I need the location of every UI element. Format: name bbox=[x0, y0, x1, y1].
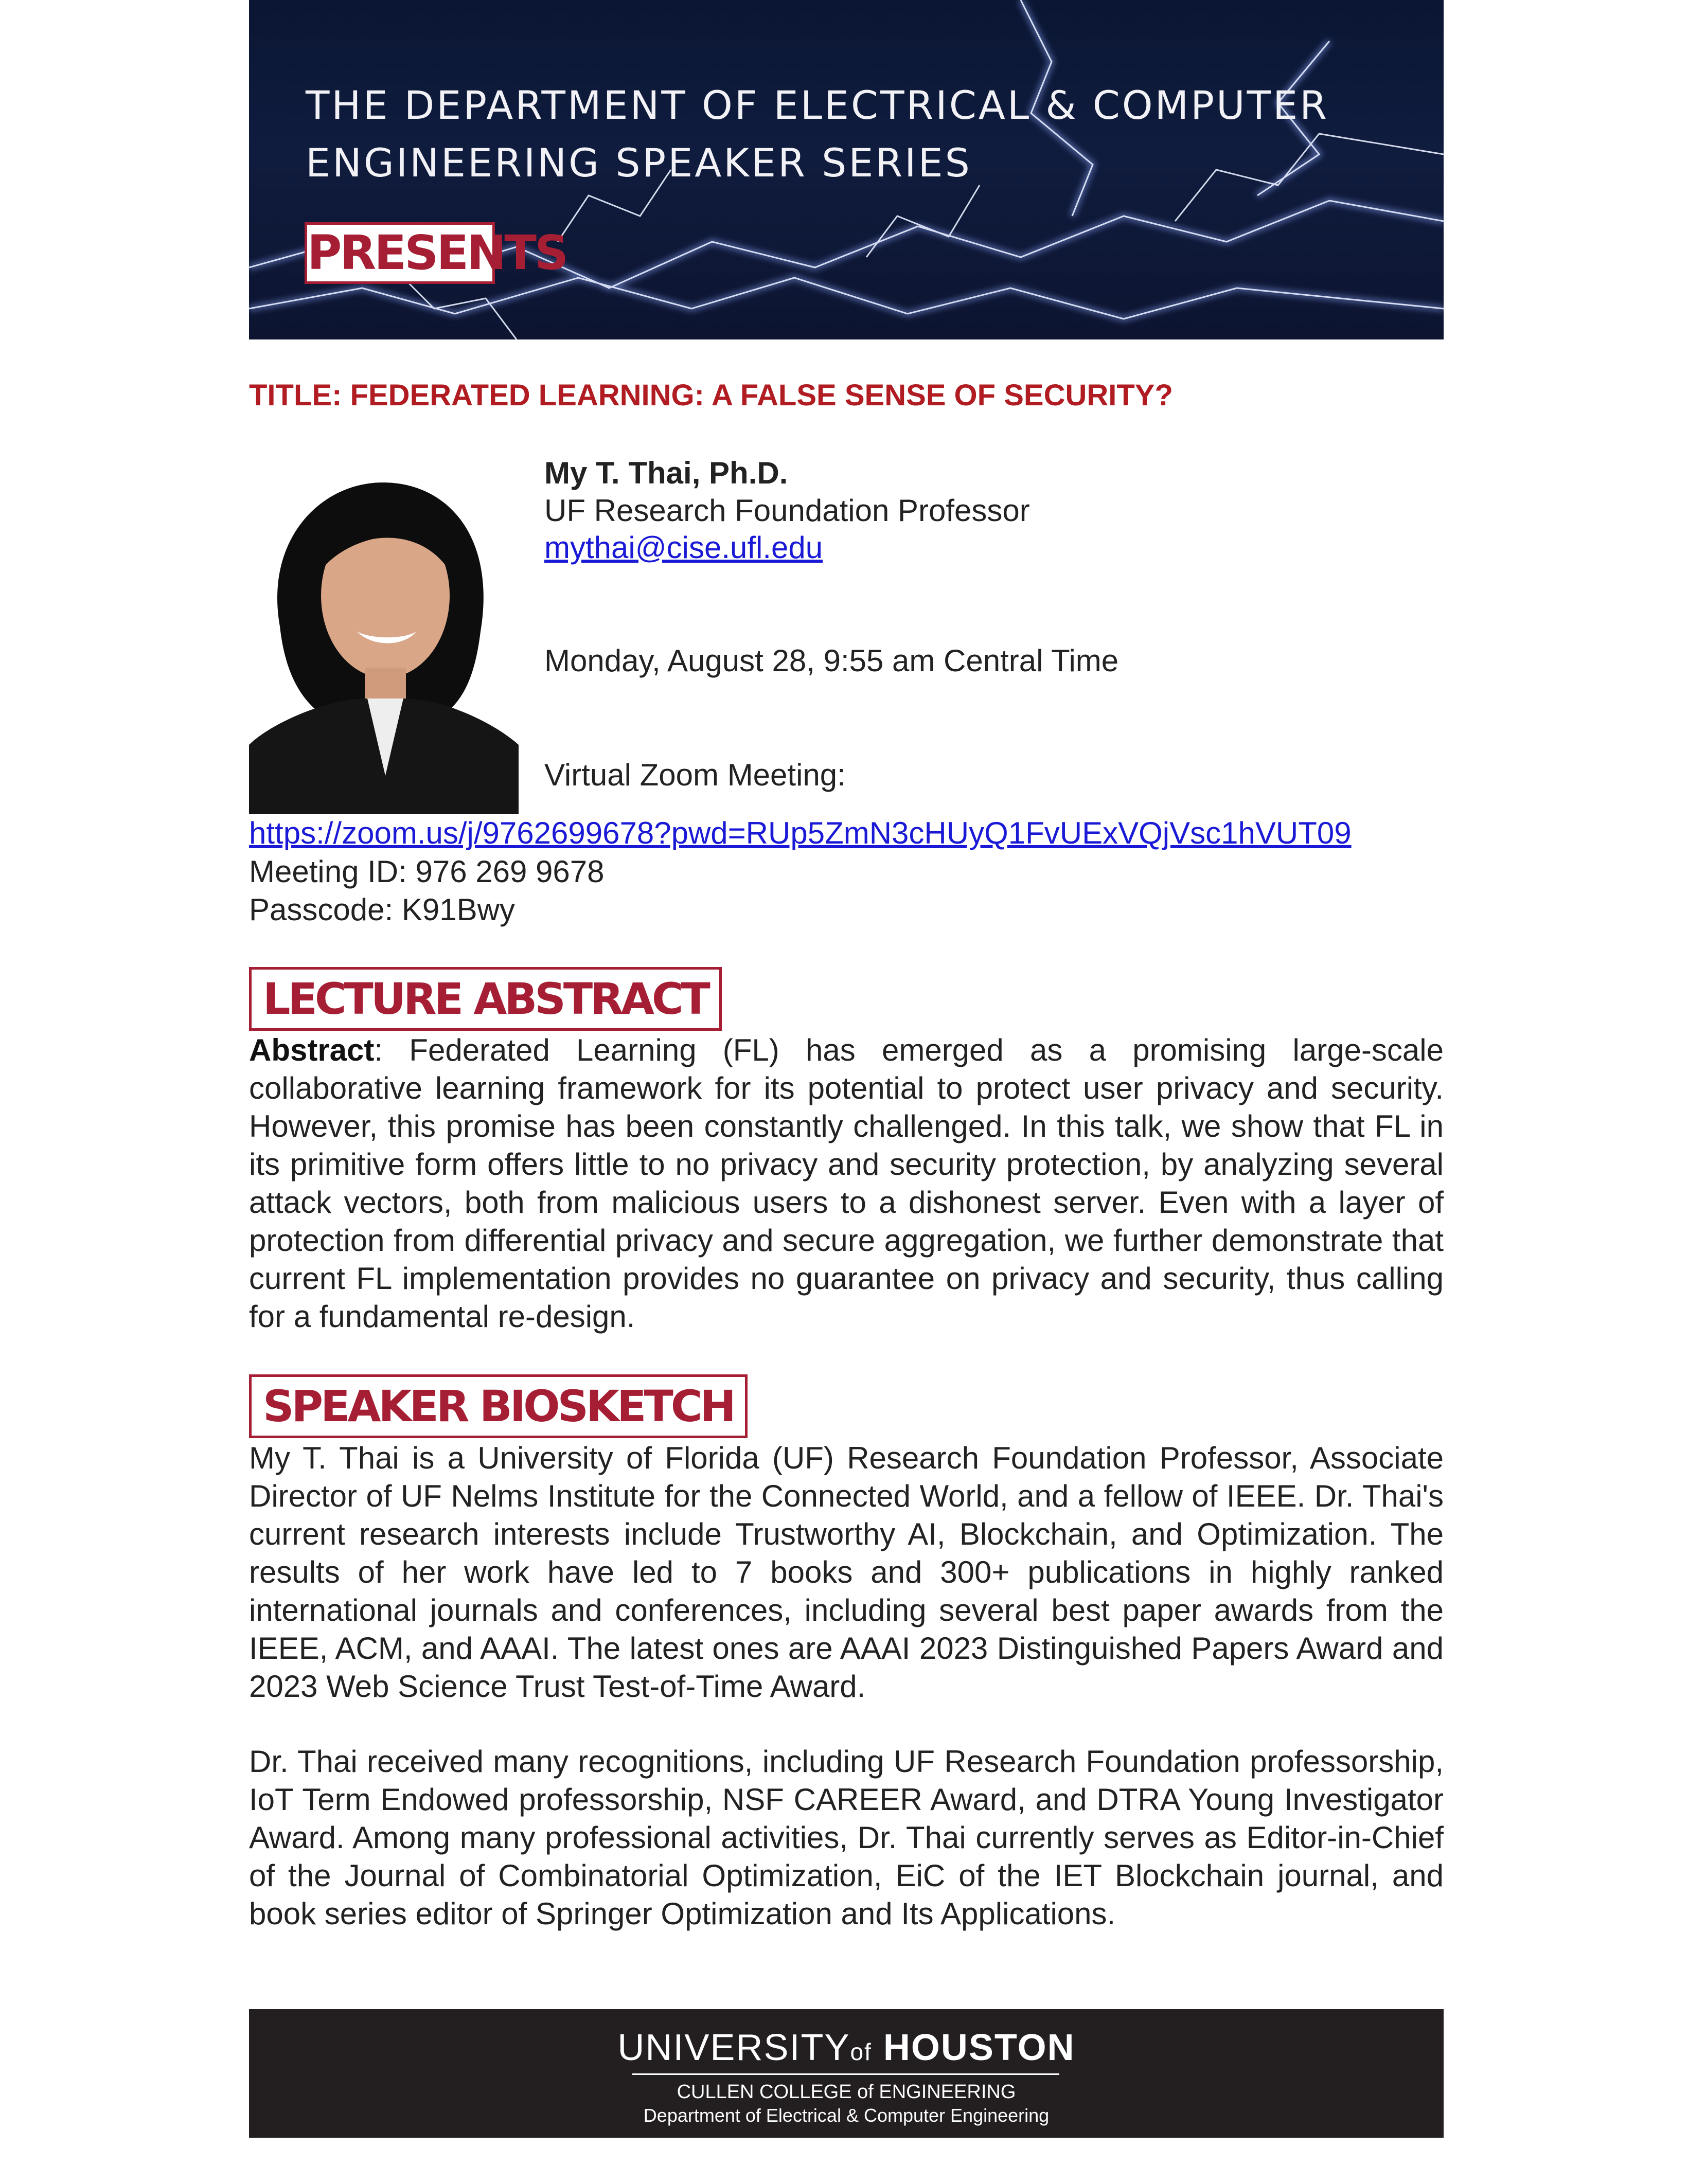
speaker-email-link[interactable]: mythai@cise.ufl.edu bbox=[544, 530, 823, 565]
biosketch-paragraph-1: My T. Thai is a University of Florida (UF) Research Foundation Professor, Associate Director of UF Nelms Institute for the Connected World, and a fellow of IEEE. Dr. Thai's current research interests include Trustworthy AI, Blockchain, and Optimization. The results of her work have led to 7 books and 300+ publications in highly ranked international journals and conferences, including several best paper awards from the IEEE, ACM, and AAAI. The latest ones are AAAI 2023 Distinguished Papers Award and 2023 Web Science Trust Test-of-Time Award. bbox=[249, 1441, 1444, 1704]
logo-of: of bbox=[850, 2038, 872, 2065]
university-footer bbox=[249, 2009, 1444, 2138]
meeting-passcode: Passcode: K91Bwy bbox=[249, 892, 515, 927]
zoom-meeting-link[interactable]: https://zoom.us/j/9762699678?pwd=RUp5ZmN3cHUyQ1FvUExVQjVsc1hVUT09 bbox=[249, 816, 1352, 850]
abstract-heading: LECTURE ABSTRACT bbox=[249, 967, 722, 1031]
banner-title-line-2: ENGINEERING SPEAKER SERIES bbox=[306, 140, 972, 186]
department-name: Department of Electrical & Computer Engineering bbox=[643, 2105, 1050, 2126]
banner-title-line-1: THE DEPARTMENT OF ELECTRICAL & COMPUTER bbox=[306, 82, 1329, 128]
talk-title: TITLE: FEDERATED LEARNING: A FALSE SENSE OF SECURITY? bbox=[249, 379, 1173, 412]
abstract-text: : Federated Learning (FL) has emerged as a promising large-scale collaborative learning framework for its potential to protect user privacy and security. However, this promise has been constantly challenged. In this talk, we show that FL in its primitive form offers little to no privacy and security protection, by analyzing several attack vectors, both from malicious users to a dishonest server. Even with a layer of protection from differential privacy and secure aggregation, we further demonstrate that current FL implementation provides no guarantee on privacy and security, thus calling for a fundamental re-design. bbox=[249, 1033, 1444, 1334]
header-banner bbox=[249, 0, 1444, 339]
event-datetime: Monday, August 28, 9:55 am Central Time bbox=[544, 643, 1119, 678]
speaker-name: My T. Thai, Ph.D. bbox=[544, 456, 788, 490]
meeting-id: Meeting ID: 976 269 9678 bbox=[249, 854, 605, 889]
speaker-position: UF Research Foundation Professor bbox=[544, 493, 1030, 528]
logo-university: UNIVERSITY bbox=[617, 2027, 850, 2068]
college-name: CULLEN COLLEGE of ENGINEERING bbox=[677, 2081, 1016, 2103]
presents-badge: PRESENTS bbox=[305, 222, 495, 284]
biosketch-paragraph-2: Dr. Thai received many recognitions, including UF Research Foundation professorship, IoT Term Endowed professorship, NSF CAREER Award, and DTRA Young Investigator Award. Among many professional activities, Dr. Thai currently serves as Editor-in-Chief of the Journal of Combinatorial Optimization, EiC of the IET Blockchain journal, and book series editor of Springer Optimization and Its Applications. bbox=[249, 1744, 1444, 1931]
speaker-photo bbox=[249, 457, 519, 814]
footer-divider bbox=[632, 2073, 1059, 2075]
university-logo-text bbox=[249, 2027, 1444, 2069]
logo-houston: HOUSTON bbox=[883, 2027, 1075, 2068]
event-venue: Virtual Zoom Meeting: bbox=[544, 758, 846, 792]
abstract-lead: Abstract bbox=[249, 1033, 375, 1067]
biosketch-heading: SPEAKER BIOSKETCH bbox=[249, 1374, 748, 1438]
abstract-paragraph bbox=[249, 1031, 1444, 1336]
